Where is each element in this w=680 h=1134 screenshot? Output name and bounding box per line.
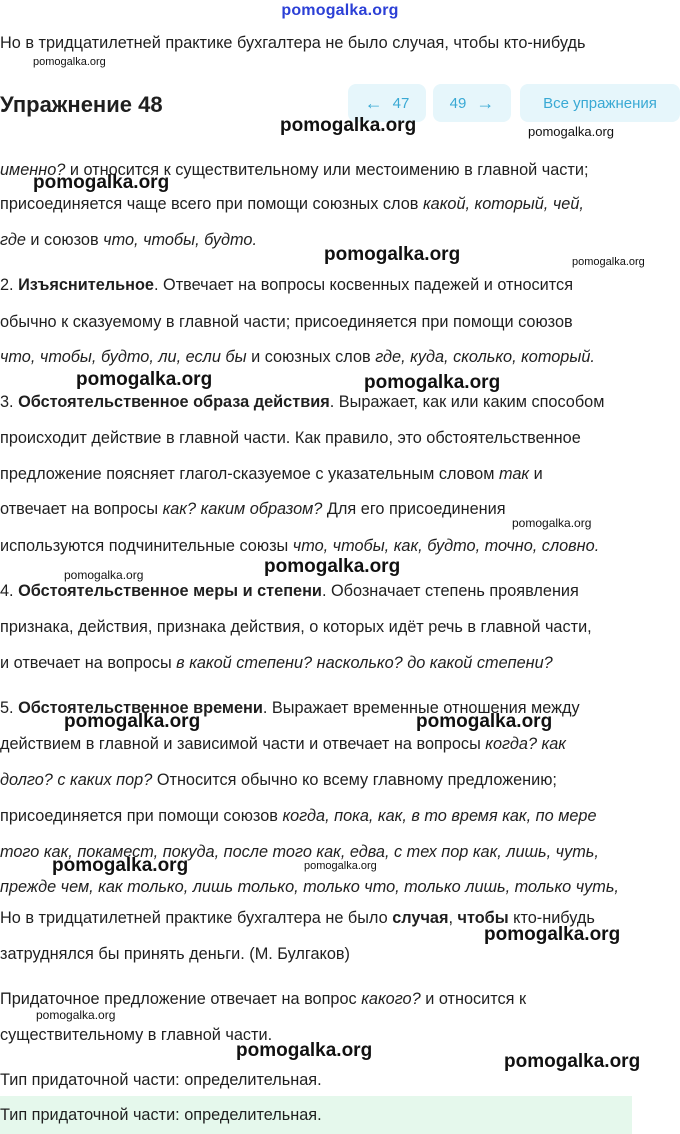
next-exercise-label: 49 <box>449 94 467 112</box>
watermark: pomogalka.org <box>324 244 461 265</box>
watermark: pomogalka.org <box>572 256 645 268</box>
watermark: pomogalka.org <box>76 369 213 390</box>
question-line: Придаточное предложение отвечает на вопрос какого? и относится к <box>0 990 527 1008</box>
next-exercise-button[interactable] <box>433 84 511 122</box>
watermark: pomogalka.org <box>236 1040 373 1061</box>
text-line: прежде чем, как только, лишь только, только что, только лишь, только чуть, <box>0 878 619 896</box>
watermark: pomogalka.org <box>33 172 170 193</box>
watermark: pomogalka.org <box>304 860 377 872</box>
site-brand-header[interactable]: pomogalka.org <box>281 2 399 19</box>
exercise-title: Упражнение 48 <box>0 92 163 117</box>
watermark: pomogalka.org <box>33 56 106 68</box>
prev-exercise-label: 47 <box>392 94 410 112</box>
watermark: pomogalka.org <box>484 924 621 945</box>
arrow-left-icon: ← <box>364 93 383 113</box>
watermark: pomogalka.org <box>264 556 401 577</box>
text-line: используются подчинительные союзы что, чтобы, как, будто, точно, словно. <box>0 537 600 555</box>
text-line: где и союзов что, чтобы, будто. <box>0 231 258 249</box>
text-line: и отвечает на вопросы в какой степени? насколько? до какой степени? <box>0 654 553 672</box>
section-5-line: 5. Обстоятельственное времени. Выражает временные отношения между <box>0 699 580 717</box>
watermark: pomogalka.org <box>364 372 501 393</box>
text-line: отвечает на вопросы как? каким образом? Для его присоединения <box>0 500 506 518</box>
text-line: предложение поясняет глагол-сказуемое с указательным словом так и <box>0 465 543 483</box>
section-2-line: 2. Изъяснительное. Отвечает на вопросы косвенных падежей и относится <box>0 276 574 294</box>
text-line: признака, действия, признака действия, о которых идёт речь в главной части, <box>0 618 592 636</box>
watermark: pomogalka.org <box>64 568 144 582</box>
watermark: pomogalka.org <box>416 711 553 732</box>
text-line: происходит действие в главной части. Как правило, это обстоятельственное <box>0 429 581 447</box>
watermark: pomogalka.org <box>280 115 417 136</box>
watermark: pomogalka.org <box>64 711 201 732</box>
section-4-line: 4. Обстоятельственное меры и степени. Обозначает степень проявления <box>0 582 579 600</box>
text-line: того как, покамест, покуда, после того как, едва, с тех пор как, лишь, чуть, <box>0 843 599 861</box>
text-line: присоединяется при помощи союзов когда, пока, как, в то время как, по мере <box>0 807 597 825</box>
watermark: pomogalka.org <box>36 1008 116 1022</box>
section-3-line: 3. Обстоятельственное образа действия. Выражает, как или каким способом <box>0 393 605 411</box>
answer-type-highlight: Тип придаточной части: определительная. <box>0 1106 322 1124</box>
watermark: pomogalka.org <box>52 855 189 876</box>
answer-sentence-line: затруднялся бы принять деньги. (М. Булгаков) <box>0 945 350 963</box>
arrow-right-icon: → <box>476 93 495 113</box>
answer-sentence-line: Но в тридцатилетней практике бухгалтера не было случая, чтобы кто-нибудь <box>0 909 595 927</box>
watermark: pomogalka.org <box>504 1051 641 1072</box>
text-line: что, чтобы, будто, ли, если бы и союзных слов где, куда, сколько, который. <box>0 348 595 366</box>
all-exercises-button[interactable] <box>520 84 680 122</box>
intro-line: Но в тридцатилетней практике бухгалтера не было случая, чтобы кто-нибудь <box>0 34 586 52</box>
text-line: долго? с каких пор? Относится обычно ко всему главному предложению; <box>0 771 557 789</box>
text-line: именно? и относится к существительному или местоимению в главной части; <box>0 161 589 179</box>
text-line: обычно к сказуемому в главной части; присоединяется при помощи союзов <box>0 313 573 331</box>
text-line: присоединяется чаще всего при помощи союзных слов какой, который, чей, <box>0 195 584 213</box>
watermark: pomogalka.org <box>528 124 614 139</box>
question-line: существительному в главной части. <box>0 1026 273 1044</box>
watermark: pomogalka.org <box>512 516 592 530</box>
answer-type-line: Тип придаточной части: определительная. <box>0 1071 322 1089</box>
text-line: действием в главной и зависимой части и отвечает на вопросы когда? как <box>0 735 566 753</box>
all-exercises-label: Все упражнения <box>543 94 657 112</box>
